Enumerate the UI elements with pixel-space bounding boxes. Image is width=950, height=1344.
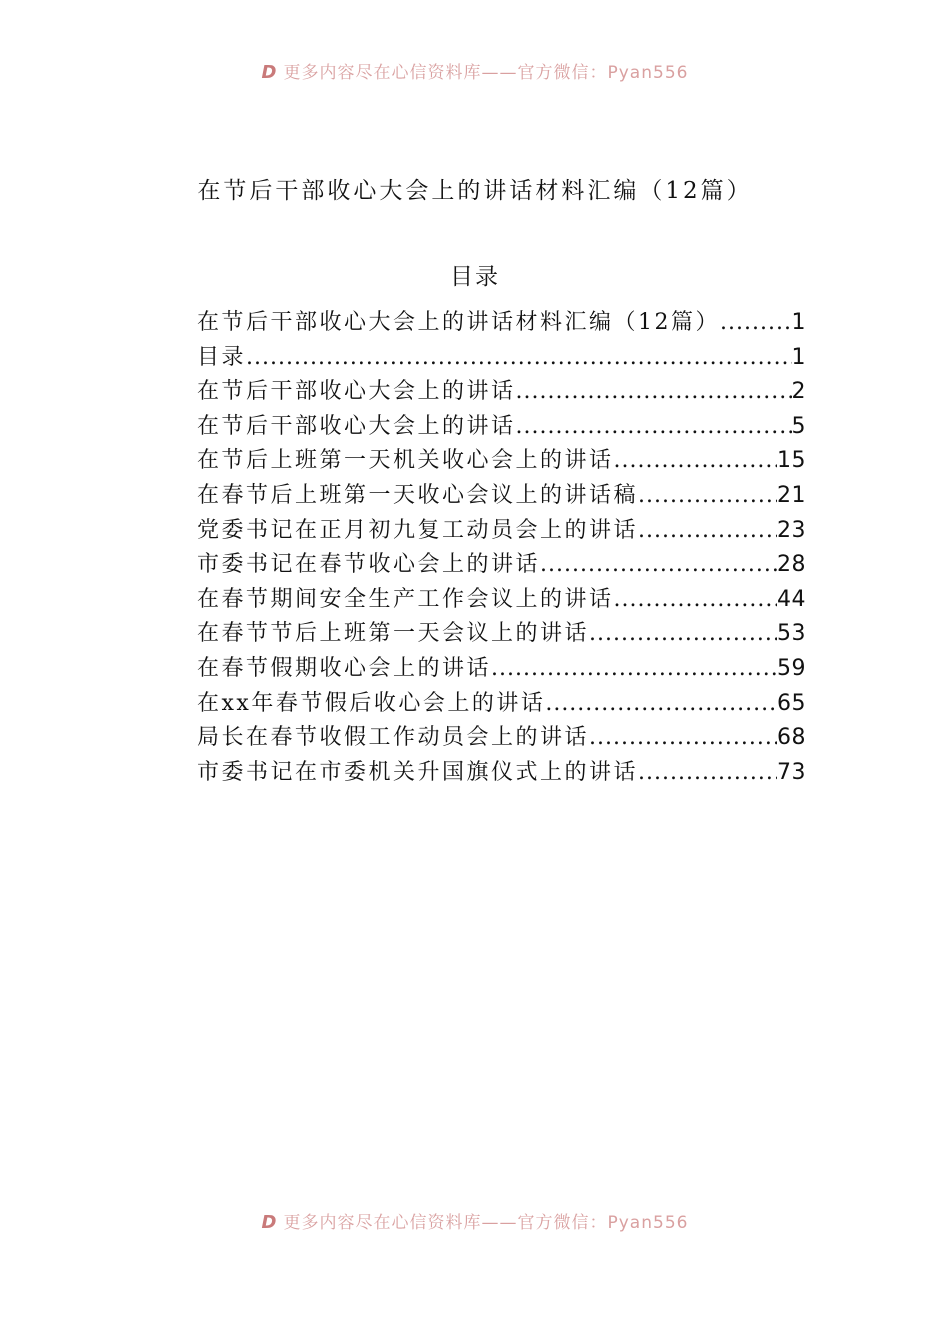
table-of-contents: [197, 305, 806, 789]
header-watermark: [0, 58, 950, 83]
toc-entry[interactable]: [197, 651, 806, 686]
toc-leader-dots: [589, 725, 777, 750]
toc-entry-title: 目录: [197, 344, 247, 370]
toc-leader-dots: [516, 414, 792, 439]
toc-heading: 目录: [450, 264, 500, 290]
toc-entry-title: 在节后干部收心大会上的讲话材料汇编（12篇）: [197, 310, 720, 335]
toc-entry-page: 59: [777, 655, 806, 681]
toc-leader-dots: [589, 621, 777, 646]
toc-entry-page: 28: [777, 552, 806, 578]
watermark-logo-icon: D: [261, 1212, 278, 1233]
toc-leader-dots: [614, 448, 777, 473]
toc-entry-title: 市委书记在市委机关升国旗仪式上的讲话: [197, 759, 639, 785]
toc-leader-dots: [540, 552, 777, 577]
toc-entry-title: 市委书记在春节收心会上的讲话: [197, 552, 541, 578]
toc-entry[interactable]: [197, 616, 806, 651]
toc-entry-page: 68: [777, 725, 806, 751]
toc-entry-page: 23: [777, 517, 806, 543]
toc-leader-dots: [638, 760, 777, 785]
toc-leader-dots: [246, 345, 791, 370]
toc-entry[interactable]: [197, 720, 806, 755]
toc-entry-page: 2: [791, 379, 806, 405]
toc-entry-title: 在节后干部收心大会上的讲话: [197, 379, 516, 405]
toc-entry-title: 在春节期间安全生产工作会议上的讲话: [197, 586, 614, 612]
toc-entry-title: 在春节后上班第一天收心会议上的讲话稿: [197, 482, 639, 508]
toc-entry-title: 在节后干部收心大会上的讲话: [197, 413, 516, 439]
toc-entry[interactable]: [197, 409, 806, 444]
toc-entry[interactable]: [197, 374, 806, 409]
watermark-text: 更多内容尽在心信资料库——官方微信：Pyan556: [283, 63, 689, 83]
toc-leader-dots: [545, 691, 777, 716]
document-title: 在节后干部收心大会上的讲话材料汇编（12篇）: [197, 178, 753, 204]
toc-leader-dots: [491, 656, 777, 681]
toc-entry[interactable]: [197, 547, 806, 582]
toc-entry-title: 在节后上班第一天机关收心会上的讲话: [197, 448, 614, 474]
toc-entry-title: 局长在春节收假工作动员会上的讲话: [197, 725, 590, 751]
toc-entry-title: 在春节节后上班第一天会议上的讲话: [197, 621, 590, 647]
toc-entry-page: 65: [777, 690, 806, 716]
toc-leader-dots: [516, 379, 792, 404]
toc-entry-page: 1: [791, 344, 806, 370]
toc-leader-dots: [638, 483, 777, 508]
toc-leader-dots: [614, 587, 777, 612]
toc-entry[interactable]: [197, 478, 806, 513]
toc-entry[interactable]: [197, 340, 806, 375]
watermark-text: 更多内容尽在心信资料库——官方微信：Pyan556: [283, 1213, 689, 1233]
toc-entry-page: 73: [777, 759, 806, 785]
toc-entry[interactable]: [197, 582, 806, 617]
toc-entry-page: 5: [791, 413, 806, 439]
toc-entry[interactable]: [197, 305, 806, 340]
toc-entry[interactable]: [197, 755, 806, 790]
toc-entry[interactable]: [197, 513, 806, 548]
toc-leader-dots: [638, 518, 777, 543]
toc-entry-page: 15: [777, 448, 806, 474]
toc-entry[interactable]: [197, 443, 806, 478]
toc-entry-title: 在xx年春节假后收心会上的讲话: [197, 690, 546, 716]
toc-entry-title: 党委书记在正月初九复工动员会上的讲话: [197, 517, 639, 543]
toc-entry-page: 44: [777, 586, 806, 612]
toc-entry[interactable]: [197, 686, 806, 721]
toc-entry-title: 在春节假期收心会上的讲话: [197, 655, 492, 681]
toc-entry-page: 21: [777, 482, 806, 508]
watermark-logo-icon: D: [261, 62, 278, 83]
footer-watermark: [0, 1208, 950, 1233]
toc-leader-dots: [720, 310, 792, 335]
toc-entry-page: 53: [777, 621, 806, 647]
toc-entry-page: 1: [791, 310, 806, 335]
